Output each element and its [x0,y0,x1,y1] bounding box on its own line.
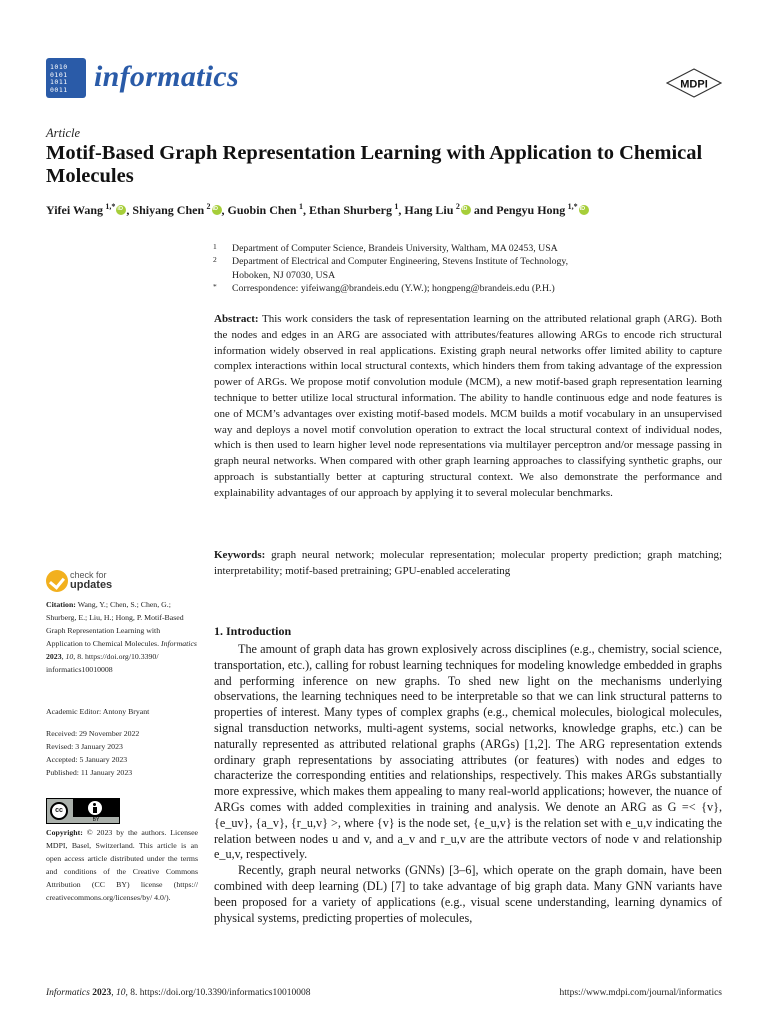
author-affil-mark: 1,* [567,202,578,211]
intro-paragraph: The amount of graph data has grown explosively across disciplines (e.g., chemistry, social science, transportation, etc.), calling for robust learning techniques for modeling knowledge embedded in graphs and performing inference on new graphs. To shed new light on the mechanisms underlying observations, the learning techniques need to be interpretable so that we can link structural patterns to properties of interest. Many types of complex graphs (e.g., chemical molecules, biological molecules, signal transduction networks, multi-agent systems, social networks, knowledge graphs, etc.) can be naturally represented as attributed relational graphs (ARGs) [1,2]. The ARG representation extends ordinary graph representations by associating attributes (or features) with nodes and edges to characterize the corresponding entities and relationships, respectively. This makes ARGs substantially more expressive, which makes them appealing to many real-world applications; however, the nuance of ARGs comes with added complexities in training and analysis. We denote an ARG as G =< {v}, {e_uv}, {a_v}, {r_u,v} >, where {v} is the node set, {e_u,v} is the relation set with e_u,v indicating the relation between nodes u and v, and a_v and r_u,v are the attribute vectors of node v and relationship e_u,v, respectively. [214,642,722,862]
attribution-icon [87,800,103,816]
citation-block: Citation: Wang, Y.; Chen, S.; Chen, G.; Shurberg, E.; Liu, H.; Hong, P. Motif-Based Graph Representation Learning with Application to Chemical Molecules. Informatics 2023, 10, 8. https://doi.org/10.3390/ informatics10010008 [46,600,197,674]
page-header [46,58,722,104]
keywords-text: graph neural network; molecular representation; molecular property prediction; graph matching; interpretability; motif-based pretraining; GPU-enabled accelerating [214,549,722,577]
check-for-updates-button[interactable]: check for updates [46,570,126,594]
publisher-name: MDPI [680,78,708,91]
correspondence-row[interactable]: * Correspondence: yifeiwang@brandeis.edu (Y.W.); hongpeng@brandeis.edu (P.H.) [213,281,555,294]
citation-doi-link[interactable]: , 8. https://doi.org/10.3390/ informatics10010008 [46,652,159,674]
logo-bits: 1010 0101 1011 0011 [50,63,68,94]
cc-icon: cc [50,802,68,820]
keywords [214,548,722,579]
author-name: Shiyang Chen [132,203,205,217]
orcid-icon[interactable] [212,205,222,215]
intro-paragraph: Recently, graph neural networks (GNNs) [3–6], which operate on the graph domain, have been combined with deep learning (DL) [7] to take advantage of big graph data. Many GNN variants have been proposed for a variety of applications (e.g., visual scene understanding, learning dynamics of physical systems, predicting properties of molecules, [214,863,722,925]
date-published: Published: 11 January 2023 [46,768,133,777]
author-list: Yifei Wang $^{1,*}$iD , Shiyang Chen $^2$iD , Guobin Chen $^1$, Ethan Shurberg $^1$, Hang Liu $^2$iD and Pengyu Hong $^{1,*}$iD [46,202,726,218]
author-name: Guobin Chen [227,203,297,217]
cc-by-label: BY [92,817,100,823]
keywords-label: Keywords: [214,549,266,561]
affiliation-row: Hoboken, NJ 07030, USA [232,269,336,281]
journal-name[interactable]: informatics [94,60,239,93]
author-affil-mark: 1 [394,202,399,211]
author-affil-mark: 1 [298,202,303,211]
author-affil-mark: 2 [455,202,460,211]
academic-editor: Academic Editor: Antony Bryant [46,707,150,716]
orcid-icon[interactable] [116,205,126,215]
cc-by-license-icon[interactable] [46,798,120,824]
abstract-text: This work considers the task of representation learning on the attributed relational graph (ARG). Both the nodes and edges in an ARG are associated with attributes/features allowing ARGs to encode rich structural information widely observed in real applications. Existing graph neural networks offer limited ability to capture complex interactions within local structural contexts, which hinders them from taking advantage of the expression power of ARGs. We propose motif convolution module (MCM), a new motif-based graph representation learning technique to better utilize local structural information. The ability to handle continuous edge and node features is one of MCM’s advantages over existing motif-based models. MCM builds a motif vocabulary in an unsupervised way and deploys a novel motif convolution operation to extract the local structural context of individual nodes, which is then used to learn higher level node representations via multilayer perceptron and/or message passing in graph neural networks. When compared with other graph learning approaches to classifying synthetic graphs, our approach is substantially better at capturing structural context. We also demonstrate the performance and explainability advantages of our approach by applying it to several molecular benchmarks. [214,313,722,499]
abstract-label: Abstract: [214,313,259,325]
affiliations [213,242,723,295]
mdpi-logo-icon[interactable] [666,68,722,98]
affiliation-row: 1 Department of Computer Science, Brandeis University, Waltham, MA 02453, USA [213,242,558,254]
author-affil-mark: 2 [206,202,211,211]
journal-url-link[interactable]: https://www.mdpi.com/journal/informatics [559,988,722,998]
paper-title: Motif-Based Graph Representation Learning with Application to Chemical Molecules [46,142,703,187]
article-type: Article [46,126,81,140]
introduction-body [214,642,722,926]
publication-dates [46,727,198,779]
journal-logo-icon[interactable] [46,58,86,98]
orcid-icon[interactable] [579,205,589,215]
date-received: Received: 29 November 2022 [46,729,140,738]
copyright-notice: Copyright: © 2023 by the authors. Licensee MDPI, Basel, Switzerland. This article is an open access article distributed under the terms and conditions of the Creative Commons Attribution (CC BY) license (https:// creativecommons.org/licenses/by/ 4.0/). [46,828,198,902]
author-affil-mark: 1,* [105,202,116,211]
author-name: Ethan Shurberg [308,203,392,217]
checkmark-icon [46,570,68,592]
author-name: Yifei Wang [46,203,104,217]
abstract [214,312,722,502]
footer-doi-link[interactable]: , 8. https://doi.org/10.3390/informatics10010008 [125,988,311,998]
author-name: Pengyu Hong [496,203,566,217]
section-heading: 1. Introduction [214,624,292,638]
footer-citation: Informatics 2023, 10, 8. https://doi.org/10.3390/informatics10010008 [46,988,311,998]
author-name: Hang Liu [404,203,454,217]
date-revised: Revised: 3 January 2023 [46,742,123,751]
affiliation-row: 2 Department of Electrical and Computer Engineering, Stevens Institute of Technology, [213,255,569,268]
orcid-icon[interactable] [461,205,471,215]
date-accepted: Accepted: 5 January 2023 [46,755,128,764]
